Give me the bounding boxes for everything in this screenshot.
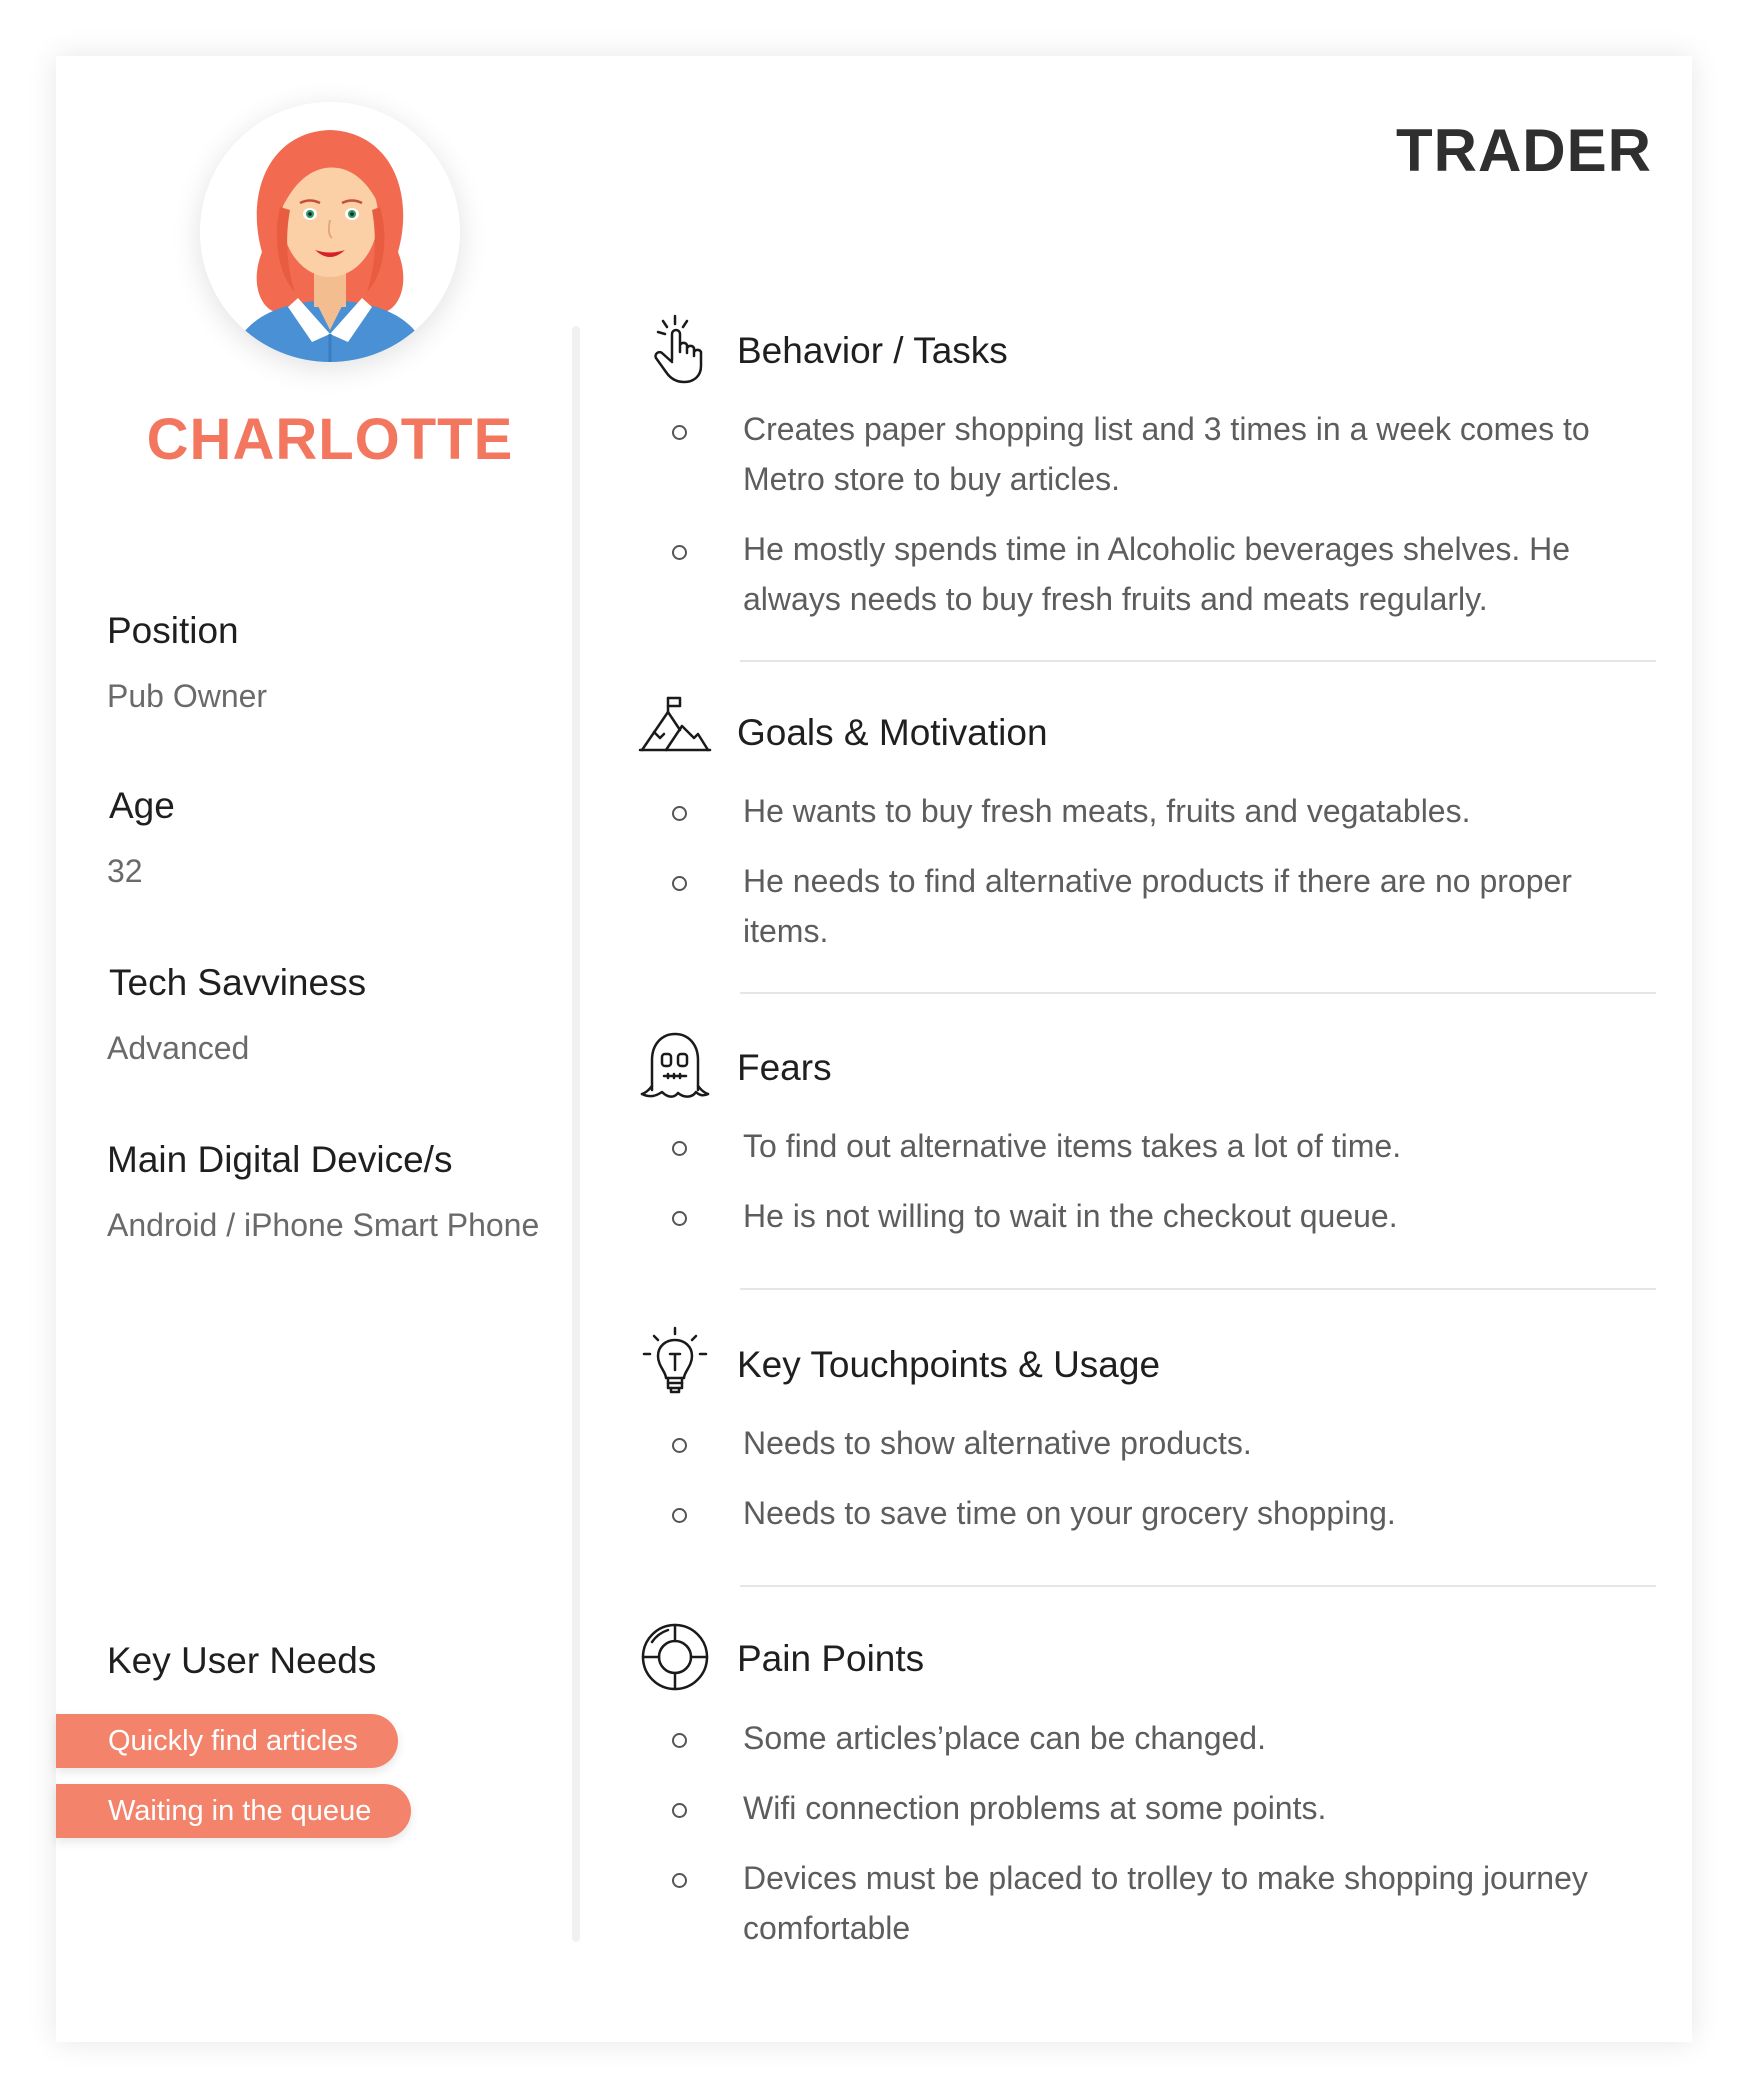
section-title-goals: Goals & Motivation (737, 712, 1048, 753)
bullet-icon (672, 1873, 687, 1888)
device-label: Main Digital Device/s (107, 1139, 453, 1180)
persona-name: CHARLOTTE (146, 407, 514, 472)
list-item: Wifi connection problems at some points. (743, 1790, 1327, 1826)
section-title-fears: Fears (737, 1047, 832, 1088)
key-user-needs-title: Key User Needs (107, 1640, 377, 1681)
list-item: He is not willing to wait in the checkout queue. (743, 1198, 1398, 1234)
section-divider (740, 992, 1656, 994)
need-tag: Waiting in the queue (56, 1784, 411, 1838)
bullet-icon (672, 876, 687, 891)
age-label: Age (109, 785, 175, 826)
bullet-icon (672, 1211, 687, 1226)
section-divider (740, 1288, 1656, 1290)
list-item: He mostly spends time in Alcoholic beverages shelves. He always needs to buy fresh fruits and meats regularly. (743, 531, 1571, 617)
bullet-icon (672, 1733, 687, 1748)
female-avatar-icon (200, 102, 460, 362)
bullet-icon (672, 425, 687, 440)
list-item: Some articles’place can be changed. (743, 1720, 1266, 1756)
bullet-icon (672, 1803, 687, 1818)
bullet-icon (672, 545, 687, 560)
section-divider (740, 660, 1656, 662)
mountain-flag-icon (638, 694, 712, 768)
list-item: To find out alternative items takes a lot of time. (743, 1128, 1402, 1164)
position-label: Position (107, 610, 239, 651)
list-item: Devices must be placed to trolley to make shopping journey comfortable (743, 1860, 1588, 1946)
section-title-behavior: Behavior / Tasks (737, 330, 1008, 371)
section-title-touchpoints: Key Touchpoints & Usage (737, 1344, 1161, 1385)
list-item: He wants to buy fresh meats, fruits and vegatables. (743, 793, 1471, 829)
need-tag: Quickly find articles (56, 1714, 398, 1768)
bullet-icon (672, 1508, 687, 1523)
column-divider (572, 326, 580, 1942)
lightbulb-icon (638, 1326, 712, 1400)
lifebuoy-icon (638, 1620, 712, 1694)
tech-savviness-label: Tech Savviness (109, 962, 367, 1003)
list-item: He needs to find alternative products if there are no proper items. (743, 863, 1572, 949)
bullet-icon (672, 1141, 687, 1156)
section-title-pain-points: Pain Points (737, 1638, 925, 1679)
list-item: Needs to save time on your grocery shopping. (743, 1495, 1396, 1531)
age-value: 32 (107, 853, 143, 889)
list-item: Creates paper shopping list and 3 times in a week comes to Metro store to buy articles. (743, 411, 1590, 497)
ghost-icon (638, 1030, 712, 1104)
tech-savviness-value: Advanced (107, 1030, 250, 1066)
list-item: Needs to show alternative products. (743, 1425, 1252, 1461)
page-title: TRADER (1396, 117, 1652, 184)
bullet-icon (672, 1438, 687, 1453)
section-divider (740, 1585, 1656, 1587)
device-value: Android / iPhone Smart Phone (107, 1207, 540, 1243)
bullet-icon (672, 806, 687, 821)
position-value: Pub Owner (107, 678, 268, 714)
avatar (200, 102, 460, 362)
tap-hand-icon (638, 312, 712, 386)
